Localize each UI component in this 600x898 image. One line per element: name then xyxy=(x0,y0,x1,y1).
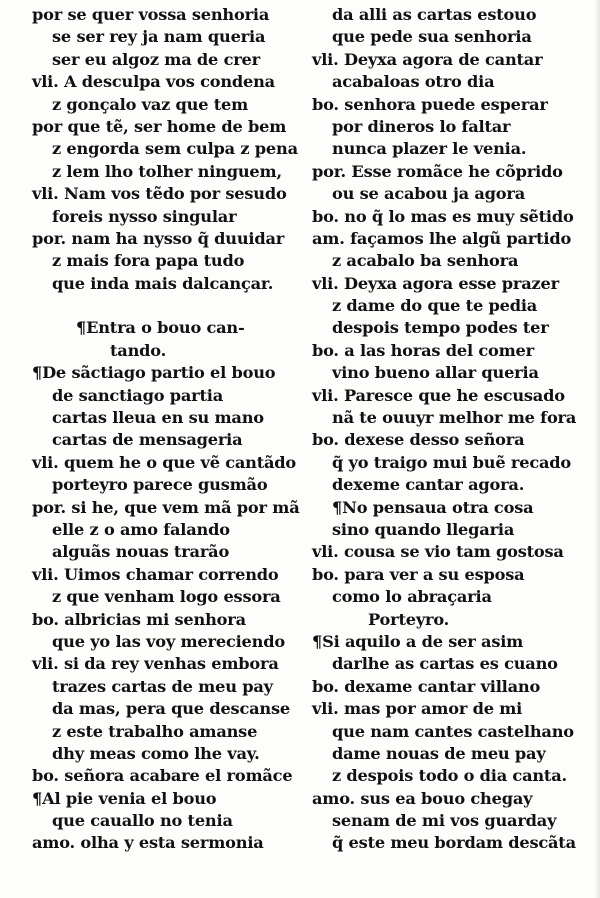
left-text-line: dhy meas como lhe vay. xyxy=(52,743,260,763)
left-text-line: ¶De sãctiago partio el bouo xyxy=(32,363,276,383)
right-text-line: ¶Si aquilo a de ser asim xyxy=(312,631,524,651)
left-text-line: de sanctiago partia xyxy=(52,385,223,405)
left-text-line: ser eu algoz ma de crer xyxy=(52,49,260,69)
left-column xyxy=(32,4,322,855)
right-text-line: despois tempo podes ter xyxy=(332,318,549,338)
right-text-line: por dineros lo faltar xyxy=(332,116,511,136)
right-text-line: z acabalo ba senhora xyxy=(332,251,519,271)
right-text-line: q̃ este meu bordam descãta xyxy=(332,833,576,853)
left-text-line: cartas de mensageria xyxy=(52,430,243,450)
left-text-line xyxy=(32,295,322,317)
left-text-line: vli. quem he o que vẽ cantãdo xyxy=(32,452,297,472)
right-text-line: sino quando llegaria xyxy=(332,519,515,539)
right-text-line: vli. mas por amor de mi xyxy=(312,699,523,719)
right-text-line: vli. Deyxa agora de cantar xyxy=(312,49,543,69)
right-text-line: nunca plazer le venia. xyxy=(332,139,527,159)
left-text-line: por que tẽ, ser home de bem xyxy=(32,116,287,136)
right-text-line: vino bueno allar queria xyxy=(332,363,539,383)
right-text-line: vli. Paresce que he escusado xyxy=(312,385,565,405)
right-text-line: que pede sua senhoria xyxy=(332,27,532,47)
right-text-line: vli. cousa se vio tam gostosa xyxy=(312,542,564,562)
right-column xyxy=(312,4,600,855)
right-text-line: darlhe as cartas es cuano xyxy=(332,654,558,674)
right-text-line: bo. dexame cantar villano xyxy=(312,676,541,696)
left-text-line: elle z o amo falando xyxy=(52,519,230,539)
left-text-line: ¶Al pie venia el bouo xyxy=(32,788,217,808)
right-text-line: dame nouas de meu pay xyxy=(332,743,546,763)
left-text-line: que cauallo no tenia xyxy=(52,811,233,831)
right-text-line: vli. Deyxa agora esse prazer xyxy=(312,273,559,293)
scan-edge-shadow xyxy=(594,0,600,898)
left-text-line: por se quer vossa senhoria xyxy=(32,5,270,24)
left-text-line: por. nam ha nysso q̃ duuidar xyxy=(32,228,285,248)
left-text-line: foreis nysso singular xyxy=(52,206,237,226)
right-text-line: nã te ouuyr melhor me fora xyxy=(332,408,577,428)
left-text-line: z que venham logo essora xyxy=(52,587,281,607)
left-text-line: vli. Nam vos tẽdo por sesudo xyxy=(32,184,287,204)
left-text-line: cartas lleua en su mano xyxy=(52,408,264,428)
left-text-line: vli. Uimos chamar correndo xyxy=(32,564,279,584)
right-text-line: senam de mi vos guarday xyxy=(332,811,557,831)
left-text-line: porteyro parece gusmão xyxy=(52,475,268,495)
left-text-line: bo. albricias mi senhora xyxy=(32,609,246,629)
left-text-line: que inda mais dalcançar. xyxy=(52,273,274,293)
right-text-line: bo. dexese desso señora xyxy=(312,430,525,450)
left-text-line: vli. A desculpa vos condena xyxy=(32,72,275,92)
right-text-line: da alli as cartas estouo xyxy=(332,5,537,24)
left-text-line: se ser rey ja nam queria xyxy=(52,27,266,47)
left-text-line: alguãs nouas trarão xyxy=(52,542,230,562)
left-text-line: ¶Entra o bouo can- xyxy=(76,318,245,338)
right-text-line: ¶No pensaua otra cosa xyxy=(332,497,534,517)
left-text-line: por. si he, que vem mã por mã xyxy=(32,497,300,517)
left-text-line: z lem lho tolher ninguem, xyxy=(52,161,282,181)
right-text-line: bo. a las horas del comer xyxy=(312,340,534,360)
right-text-line: q̃ yo traigo mui buẽ recado xyxy=(332,452,571,472)
right-text-line: bo. senhora puede esperar xyxy=(312,94,548,114)
right-text-line: dexeme cantar agora. xyxy=(332,475,525,495)
left-text-line: vli. si da rey venhas embora xyxy=(32,654,279,674)
right-text-line: que nam cantes castelhano xyxy=(332,721,574,741)
right-text-line: bo. para ver a su esposa xyxy=(312,564,525,584)
left-text-line: tando. xyxy=(110,340,167,360)
right-text-line: acabaloas otro dia xyxy=(332,72,495,92)
right-text-line: por. Esse romãce he cõprido xyxy=(312,161,563,181)
right-text-line: Porteyro. xyxy=(368,609,450,629)
left-text-line: z este trabalho amanse xyxy=(52,721,258,741)
right-text-line: z despois todo o dia canta. xyxy=(332,766,567,786)
right-text-line: am. façamos lhe algũ partido xyxy=(312,228,572,248)
left-text-line: z engorda sem culpa z pena xyxy=(52,139,298,159)
right-text-line: ou se acabou ja agora xyxy=(332,184,526,204)
left-text-line: da mas, pera que descanse xyxy=(52,699,290,719)
right-text-line: bo. no q̃ lo mas es muy sẽtido xyxy=(312,206,574,226)
left-text-line: trazes cartas de meu pay xyxy=(52,676,273,696)
left-text-line: z mais fora papa tudo xyxy=(52,251,245,271)
left-text-line: amo. olha y esta sermonia xyxy=(32,833,264,853)
right-text-line: z dame do que te pedia xyxy=(332,296,538,316)
left-text-line: z gonçalo vaz que tem xyxy=(52,94,249,114)
left-text-line: bo. señora acabare el romãce xyxy=(32,766,293,786)
left-text-line: que yo las voy mereciendo xyxy=(52,631,285,651)
right-text-line: amo. sus ea bouo chegay xyxy=(312,788,533,808)
right-text-line: como lo abraçaria xyxy=(332,587,492,607)
